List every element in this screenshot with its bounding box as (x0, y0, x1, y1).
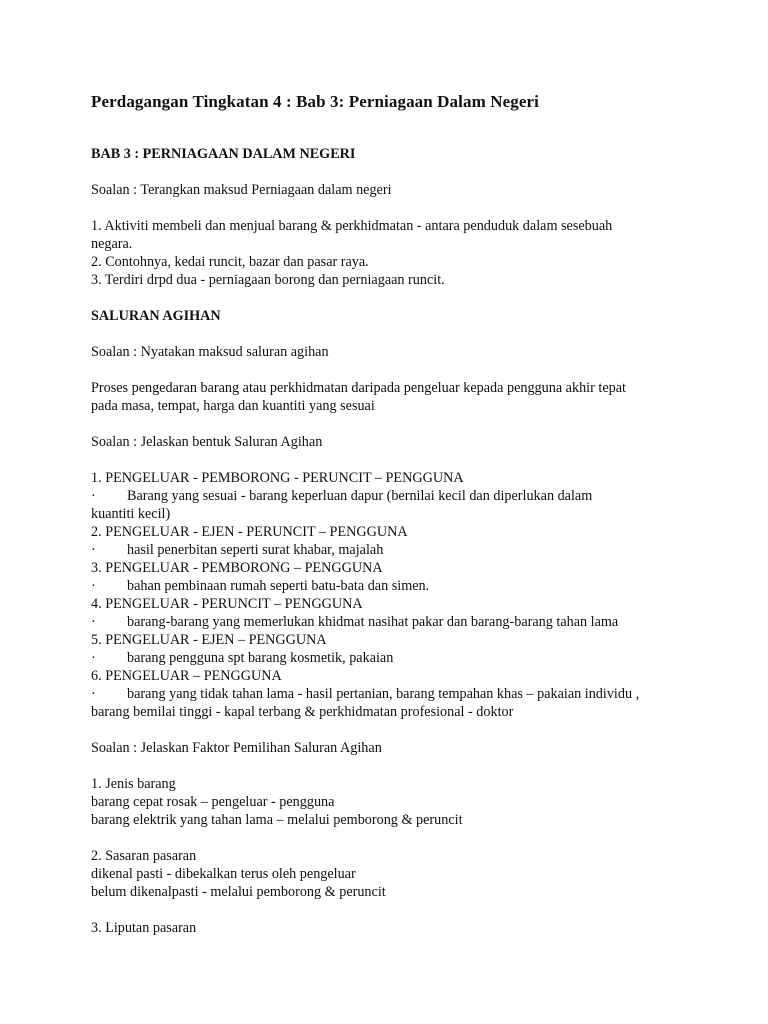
channel-1-label: 1. PENGELUAR - PEMBORONG - PERUNCIT – PENGGUNA (91, 470, 464, 486)
bullet-icon: · (91, 650, 96, 666)
q1-point-2: 2. Contohnya, kedai runcit, bazar dan pasar raya. (91, 254, 369, 270)
question-1: Soalan : Terangkan maksud Perniagaan dalam negeri (91, 182, 392, 198)
channel-5-label: 5. PENGELUAR - EJEN – PENGGUNA (91, 632, 327, 648)
factor-1-title: 1. Jenis barang (91, 776, 176, 792)
channel-6-detail-text: barang yang tidak tahan lama - hasil pertanian, barang tempahan khas – pakaian individu , (127, 686, 640, 702)
factor-2-line-2: belum dikenalpasti - melalui pemborong & peruncit (91, 884, 386, 900)
bullet-icon: · (91, 614, 96, 630)
channel-2-detail (91, 541, 691, 559)
channel-4-detail (91, 613, 691, 631)
bullet-icon: · (91, 578, 96, 594)
bullet-icon: · (91, 686, 96, 702)
q1-point-3: 3. Terdiri drpd dua - perniagaan borong dan perniagaan runcit. (91, 272, 445, 288)
channel-4-detail-text: barang-barang yang memerlukan khidmat nasihat pakar dan barang-barang tahan lama (127, 614, 619, 630)
q2-answer-line-2: pada masa, tempat, harga dan kuantiti yang sesuai (91, 398, 375, 414)
q1-point-1: 1. Aktiviti membeli dan menjual barang & perkhidmatan - antara penduduk dalam sesebuah (91, 218, 613, 234)
channel-6-label: 6. PENGELUAR – PENGGUNA (91, 668, 282, 684)
channel-5-detail-text: barang pengguna spt barang kosmetik, pakaian (127, 650, 394, 666)
bullet-icon: · (91, 542, 96, 558)
factor-2-title: 2. Sasaran pasaran (91, 848, 197, 864)
factor-1-line-2: barang elektrik yang tahan lama – melalui pemborong & peruncit (91, 812, 463, 828)
bullet-icon: · (91, 488, 96, 504)
channel-4-label: 4. PENGELUAR - PERUNCIT – PENGGUNA (91, 596, 363, 612)
channel-1-detail-text: Barang yang sesuai - barang keperluan dapur (bernilai kecil dan diperlukan dalam (127, 488, 593, 504)
channel-3-detail-text: bahan pembinaan rumah seperti batu-bata dan simen. (127, 578, 430, 594)
channel-1-detail-cont: kuantiti kecil) (91, 506, 171, 522)
question-4: Soalan : Jelaskan Faktor Pemilihan Saluran Agihan (91, 740, 382, 756)
document-title: Perdagangan Tingkatan 4 : Bab 3: Perniagaan Dalam Negeri (91, 92, 539, 111)
heading-main: BAB 3 : PERNIAGAAN DALAM NEGERI (91, 146, 356, 162)
heading-saluran-agihan: SALURAN AGIHAN (91, 308, 221, 324)
channel-3-label: 3. PENGELUAR - PEMBORONG – PENGGUNA (91, 560, 383, 576)
channel-2-detail-text: hasil penerbitan seperti surat khabar, majalah (127, 542, 384, 558)
channel-2-label: 2. PENGELUAR - EJEN - PERUNCIT – PENGGUNA (91, 524, 408, 540)
q1-point-1-cont: negara. (91, 236, 133, 252)
channel-3-detail (91, 577, 691, 595)
q2-answer-line-1: Proses pengedaran barang atau perkhidmatan daripada pengeluar kepada pengguna akhir tepat (91, 380, 626, 396)
channel-6-detail-cont: barang bemilai tinggi - kapal terbang & perkhidmatan profesional - doktor (91, 704, 514, 720)
factor-3-title: 3. Liputan pasaran (91, 920, 197, 936)
channel-1-detail (91, 487, 691, 505)
factor-1-line-1: barang cepat rosak – pengeluar - pengguna (91, 794, 335, 810)
channel-5-detail (91, 649, 691, 667)
question-2: Soalan : Nyatakan maksud saluran agihan (91, 344, 329, 360)
question-3: Soalan : Jelaskan bentuk Saluran Agihan (91, 434, 323, 450)
document-body (91, 145, 691, 937)
factor-2-line-1: dikenal pasti - dibekalkan terus oleh pengeluar (91, 866, 356, 882)
channel-6-detail (91, 685, 691, 703)
